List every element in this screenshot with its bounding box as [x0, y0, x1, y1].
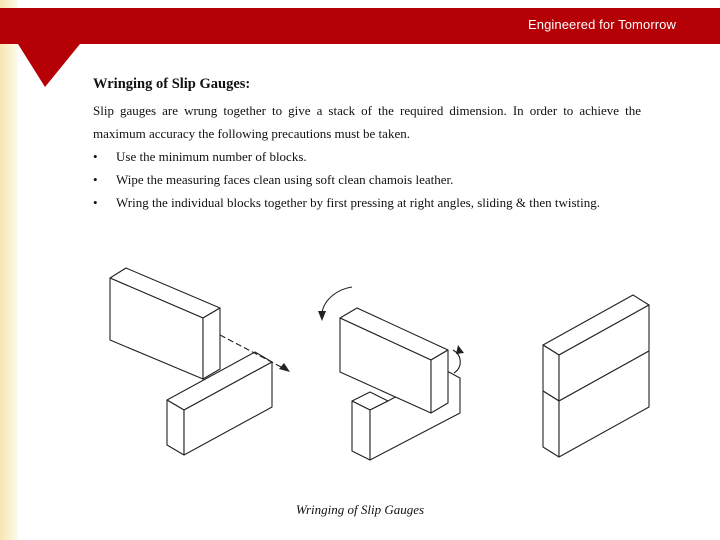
precautions-list: [93, 145, 641, 214]
list-item: [93, 191, 641, 214]
content: [93, 76, 641, 214]
header-fold-shape: [0, 0, 90, 90]
bullet-mark: •: [93, 172, 98, 187]
fold-triangle: [18, 44, 80, 87]
wringing-illustration: [100, 255, 660, 470]
list-item: [93, 168, 641, 191]
section-heading: Wringing of Slip Gauges:: [93, 76, 251, 92]
list-item-text: Wipe the measuring faces clean using soft clean chamois leather.: [116, 172, 454, 187]
list-item: [93, 145, 641, 168]
intro-paragraph: Slip gauges are wrung together to give a stack of the required dimension. In order to achieve the maximum accuracy the following precautions must be taken.: [93, 103, 641, 141]
block-step1-upper: [110, 268, 220, 379]
list-item-text: Use the minimum number of blocks.: [116, 149, 307, 164]
bullet-mark: •: [93, 195, 98, 210]
figure-caption: Wringing of Slip Gauges: [295, 502, 425, 517]
fold-left: [0, 8, 18, 44]
list-item-text: Wring the individual blocks together by first pressing at right angles, sliding & then twisting.: [116, 195, 601, 210]
brand-text: Engineered for Tomorrow: [527, 17, 676, 32]
bullet-mark: •: [93, 149, 98, 164]
